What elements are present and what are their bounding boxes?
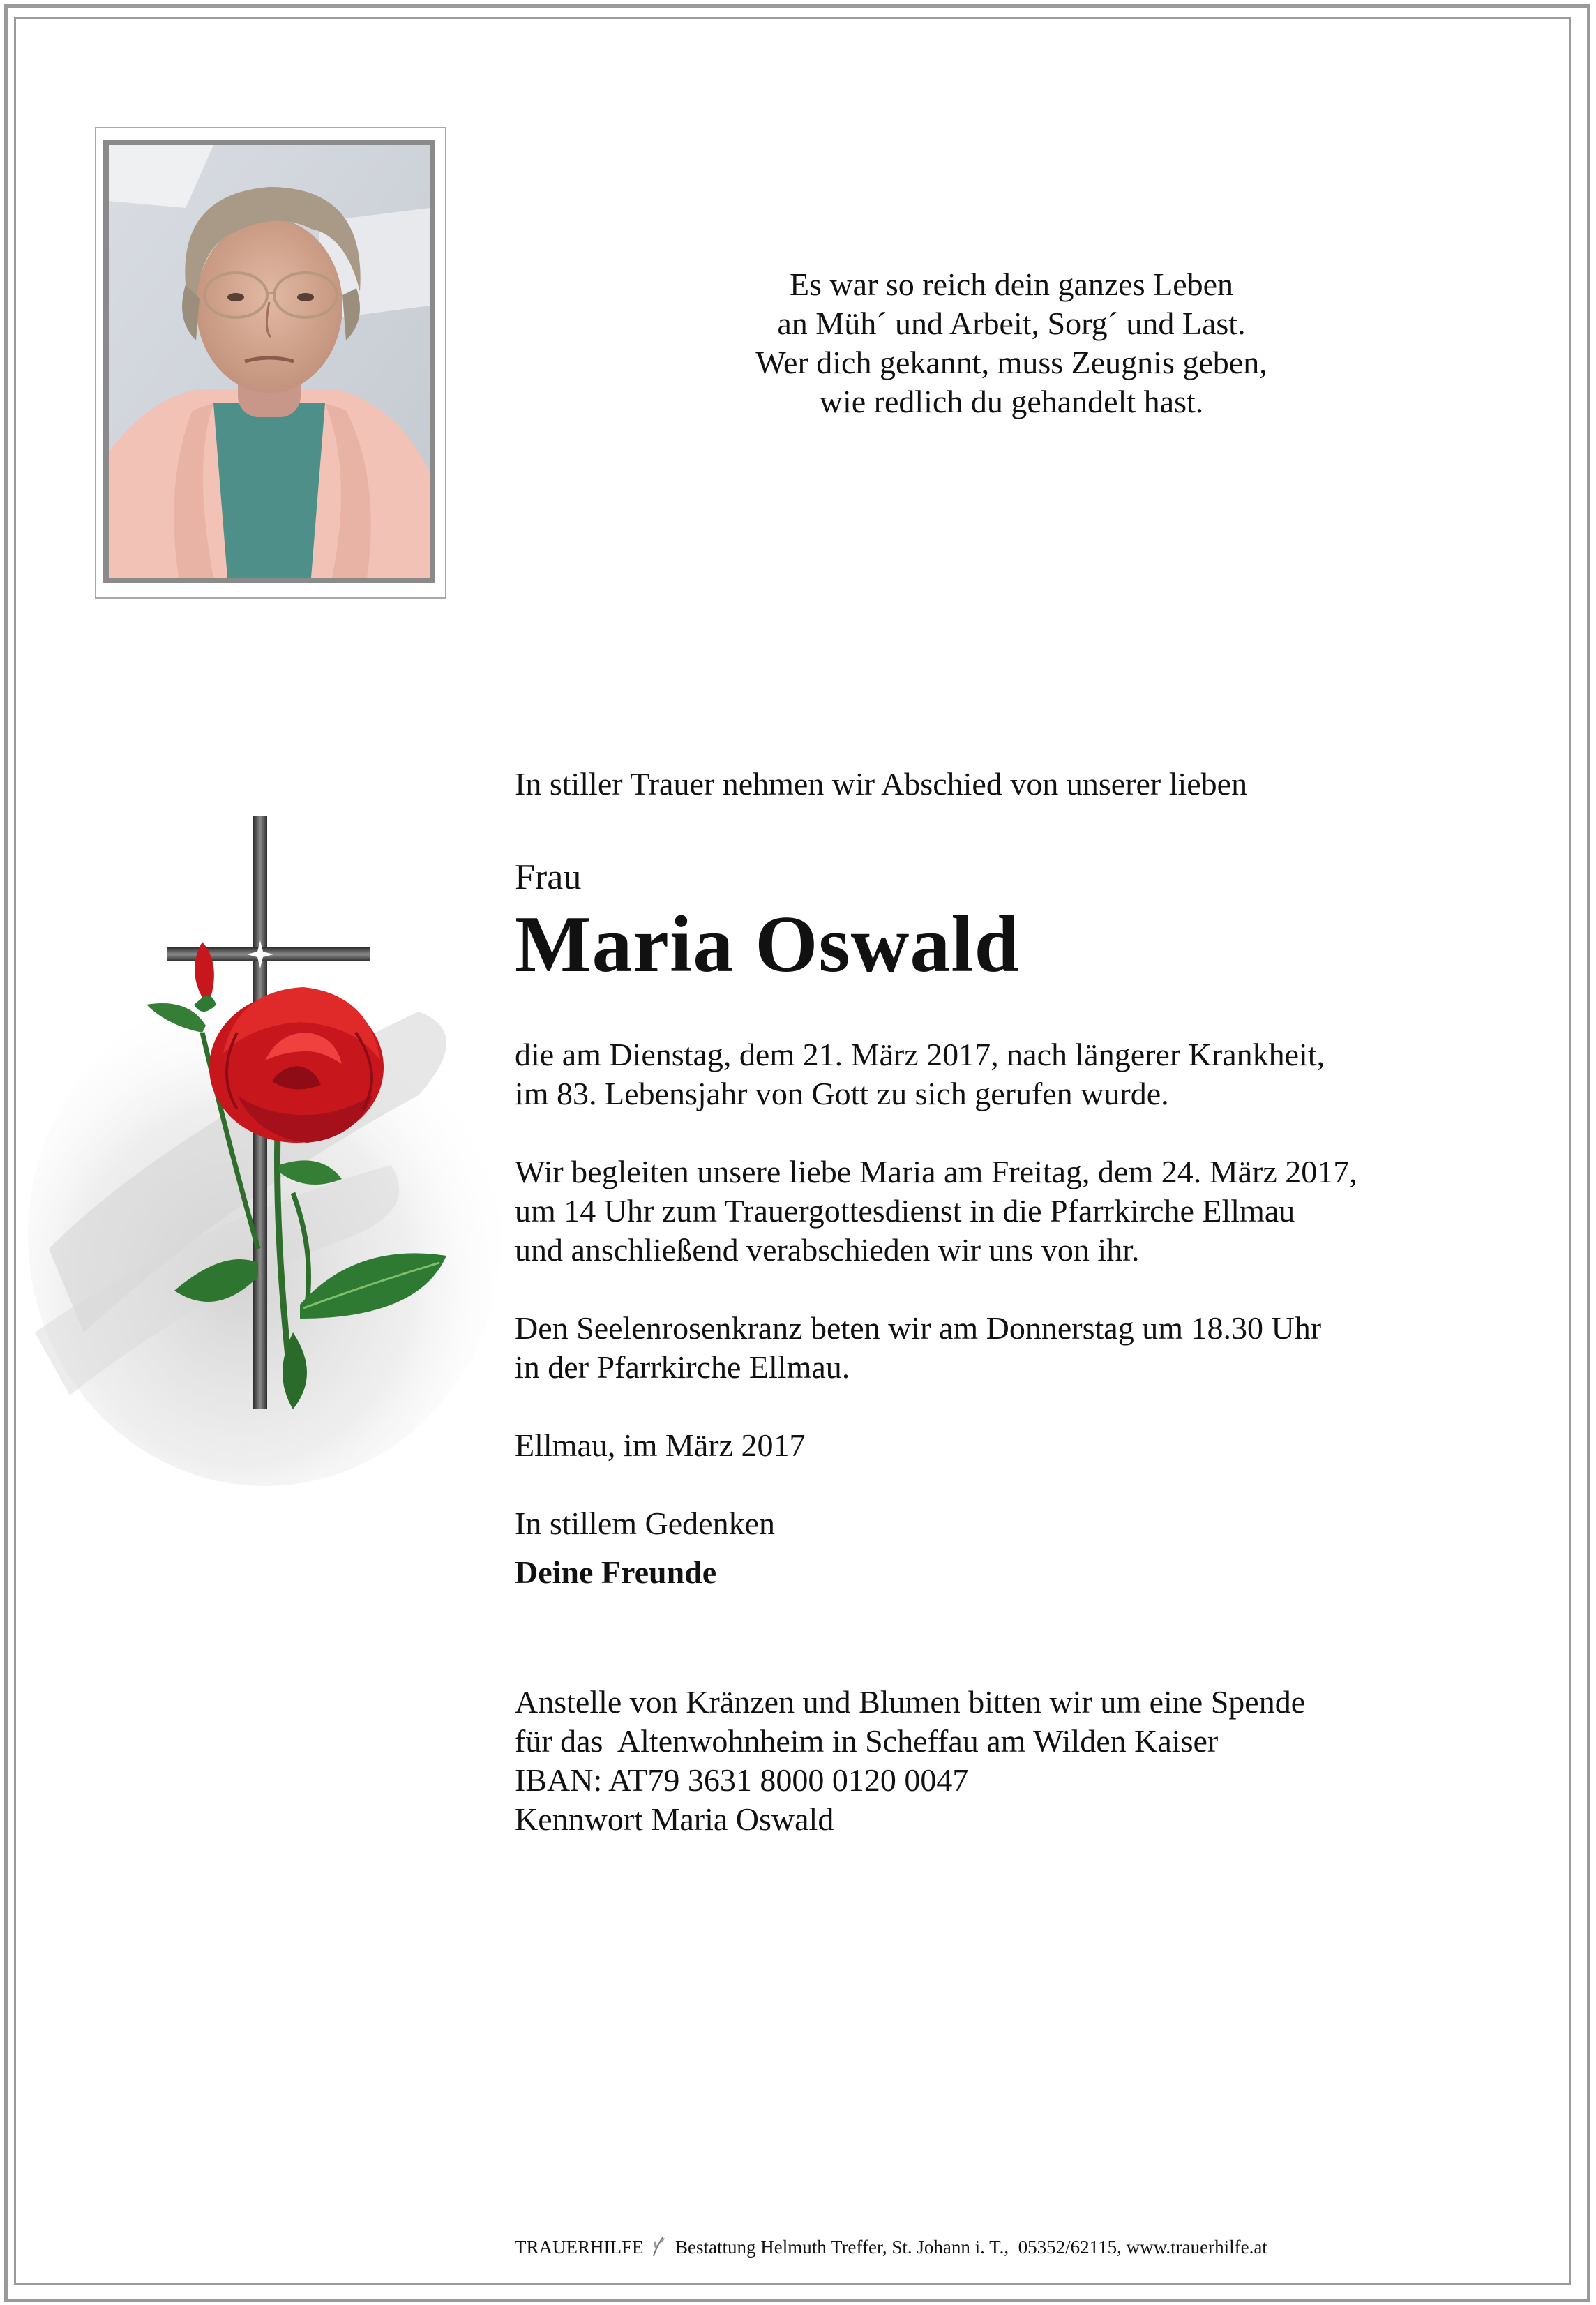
poem-line: wie redlich du gehandelt hast.: [819, 384, 1204, 419]
poem-line: an Müh´ und Arbeit, Sorg´ und Last.: [777, 306, 1246, 341]
intro-line: In stiller Trauer nehmen wir Abschied von unserer lieben: [515, 766, 1248, 802]
closing-phrase: In stillem Gedenken: [515, 1506, 776, 1541]
obituary-text: [515, 765, 1491, 1839]
donation-paragraph: [515, 1683, 1491, 1839]
rosary-paragraph: [515, 1309, 1491, 1387]
donation-line: für das Altenwohnheim in Scheffau am Wilden Kaiser: [515, 1723, 1219, 1759]
funeral-paragraph: [515, 1152, 1491, 1270]
funeral-line: und anschließend verabschieden wir uns von ihr.: [515, 1232, 1140, 1268]
footer-text: Bestattung Helmuth Treffer, St. Johann i. T., 05352/62115, www.trauerhilfe.at: [675, 2237, 1267, 2258]
rosary-line: Den Seelenrosenkranz beten wir am Donnerstag um 18.30 Uhr: [515, 1310, 1322, 1346]
rosary-line: in der Pfarrkirche Ellmau.: [515, 1349, 850, 1385]
salutation: Frau: [515, 857, 582, 897]
death-line: die am Dienstag, dem 21. März 2017, nach längerer Krankheit,: [515, 1037, 1325, 1072]
poem-line: Wer dich gekannt, muss Zeugnis geben,: [755, 345, 1267, 380]
feather-icon: [651, 2234, 668, 2258]
donation-line: Anstelle von Kränzen und Blumen bitten wir um eine Spende: [515, 1684, 1306, 1720]
donation-line: IBAN: AT79 3631 8000 0120 0047: [515, 1762, 969, 1798]
cross-with-rose-image: [28, 802, 530, 1514]
memorial-poem: [614, 265, 1409, 421]
deceased-name: Maria Oswald: [515, 900, 1021, 989]
funeral-line: Wir begleiten unsere liebe Maria am Freitag, dem 24. März 2017,: [515, 1154, 1357, 1189]
place-date: Ellmau, im März 2017: [515, 1427, 806, 1463]
footer-brand: TRAUERHILFE: [515, 2237, 644, 2258]
portrait-photo: [103, 140, 435, 583]
funeral-home-footer: [515, 2234, 1267, 2259]
funeral-line: um 14 Uhr zum Trauergottesdienst in die Pfarrkirche Ellmau: [515, 1193, 1295, 1229]
poem-line: Es war so reich dein ganzes Leben: [789, 266, 1234, 302]
donation-line: Kennwort Maria Oswald: [515, 1801, 834, 1837]
death-paragraph: [515, 1035, 1491, 1113]
death-line: im 83. Lebensjahr von Gott zu sich gerufen wurde.: [515, 1076, 1169, 1111]
mourners: Deine Freunde: [515, 1554, 717, 1590]
